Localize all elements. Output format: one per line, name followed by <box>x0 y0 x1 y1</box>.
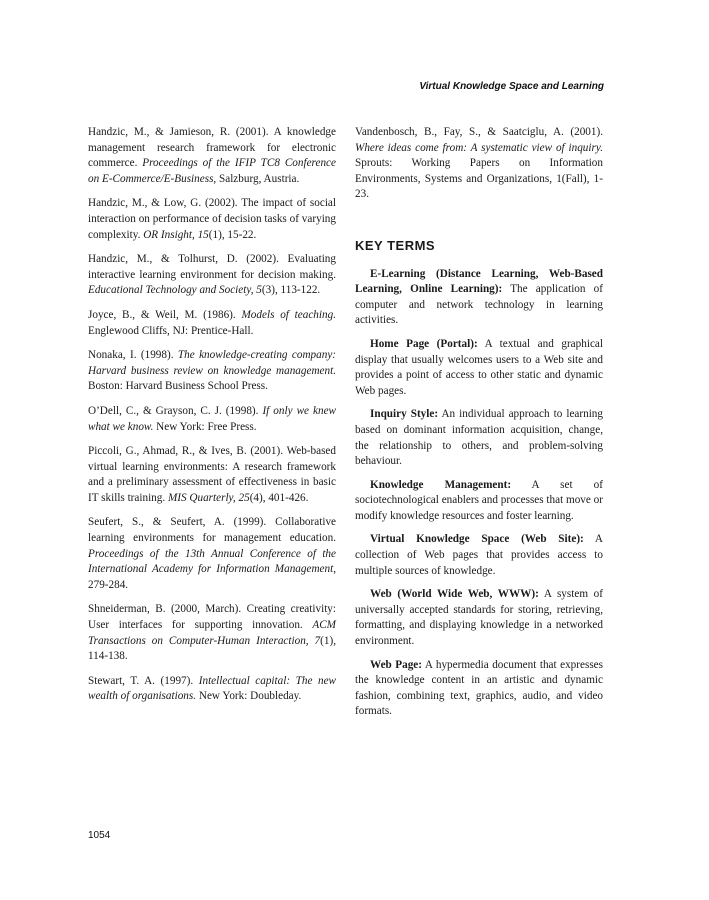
reference-entry: Handzic, M., & Jamieson, R. (2001). A knowledge management research framework for electronic commerce. Proceedings of the IFIP TC8 Conference on E-Commerce/E-Business, Salzburg, Austria. <box>88 126 336 185</box>
reference-entry: Vandenbosch, B., Fay, S., & Saatciglu, A. (2001). Where ideas come from: A systematic view of inquiry. Sprouts: Working Papers on Information Environments, Systems and Organizations, 1(Fall), 1-23. <box>355 126 603 201</box>
reference-entry: Handzic, M., & Tolhurst, D. (2002). Evaluating interactive learning environment for decision making. Educational Technology and Society, 5(3), 113-122. <box>88 253 336 297</box>
reference-entry: Piccoli, G., Ahmad, R., & Ives, B. (2001). Web-based virtual learning environments: A research framework and a preliminary assessment of effectiveness in basic IT skills training. MIS Quarterly, 25(4), 401-426. <box>88 445 336 504</box>
reference-entry: O’Dell, C., & Grayson, C. J. (1998). If only we knew what we know. New York: Free Press. <box>88 404 337 433</box>
key-term-entry: Web Page: A hypermedia document that expresses the knowledge content in an artistic and dynamic fashion, combining text, graphics, audio, and video formats. <box>355 658 603 718</box>
key-term-entry: Home Page (Portal): A textual and graphical display that usually welcomes users to a Web site and provides a point of access to other static and dynamic Web pages. <box>355 337 603 397</box>
reference-entry: Nonaka, I. (1998). The knowledge-creating company: Harvard business review on knowledge management. Boston: Harvard Business School Press. <box>88 349 337 393</box>
reference-entry: Stewart, T. A. (1997). Intellectual capital: The new wealth of organisations. New York: Doubleday. <box>88 674 337 703</box>
reference-entry: Joyce, B., & Weil, M. (1986). Models of teaching. Englewood Cliffs, NJ: Prentice-Hall. <box>88 308 336 337</box>
key-term-entry: E-Learning (Distance Learning, Web-Based Learning, Online Learning): The application of computer and network technology in learning activities. <box>355 267 603 327</box>
reference-entry: Seufert, S., & Seufert, A. (1999). Collaborative learning environments for management education. Proceedings of the 13th Annual Conference of the International Academy for Information Management, 279-284. <box>88 516 336 591</box>
key-term-entry: Virtual Knowledge Space (Web Site): A collection of Web pages that provides access to multiple sources of knowledge. <box>355 533 603 577</box>
key-term-entry: Knowledge Management: A set of sociotechnological enablers and processes that move or modify knowledge resources and foster learning. <box>355 478 603 522</box>
reference-entry: Handzic, M., & Low, G. (2002). The impact of social interaction on performance of decision tasks of varying complexity. OR Insight, 15(1), 15-22. <box>88 197 336 241</box>
reference-entry: Shneiderman, B. (2000, March). Creating creativity: User interfaces for supporting innovation. ACM Transactions on Computer-Human Interaction, 7(1), 114-138. <box>88 603 336 663</box>
left-column <box>88 125 336 714</box>
key-term-entry: Inquiry Style: An individual approach to learning based on dominant information acquisition, change, the relationship to others, and problem-solving behaviour. <box>355 408 603 468</box>
running-header: Virtual Knowledge Space and Learning <box>419 81 604 92</box>
page-number: 1054 <box>88 830 111 841</box>
key-terms-heading: KEY TERMS <box>355 237 436 253</box>
right-column <box>355 125 603 728</box>
key-term-entry: Web (World Wide Web, WWW): A system of universally accepted standards for storing, retrieving, formatting, and displaying knowledge in a networked environment. <box>355 588 603 648</box>
